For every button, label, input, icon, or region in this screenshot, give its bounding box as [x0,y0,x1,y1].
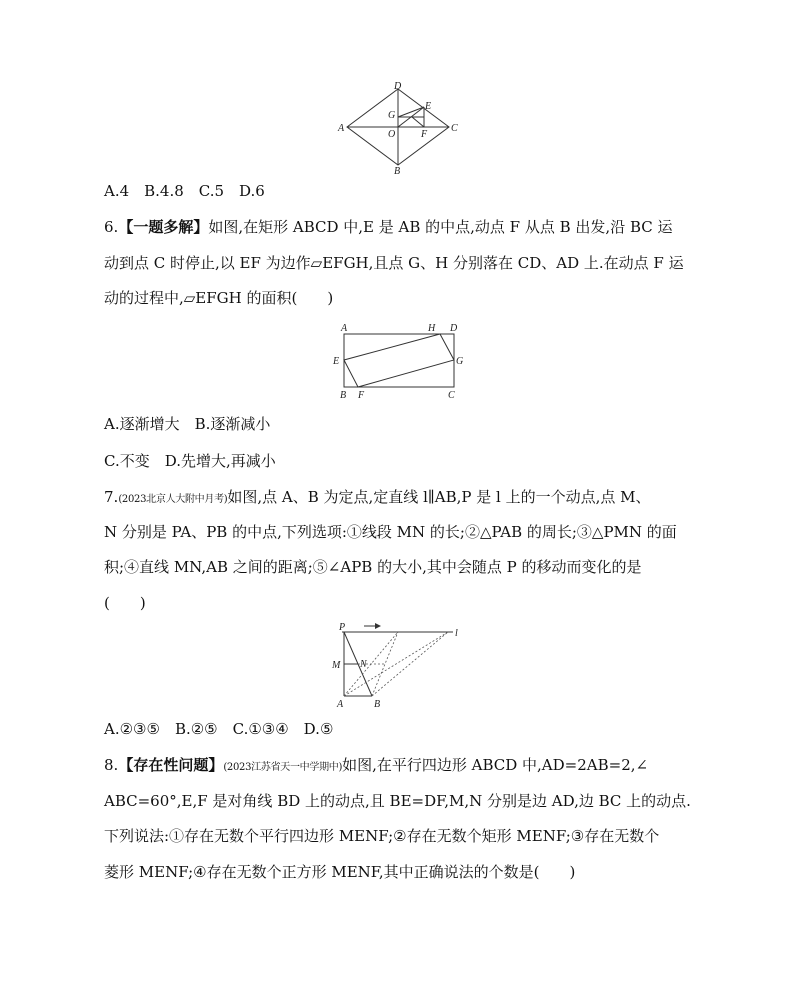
label-G: G [388,110,396,121]
q8-line2: ABC=60°,E,F 是对角线 BD 上的动点,且 BE=DF,M,N 分别是边 AD,边 BC 上的动点. [104,792,691,810]
q5-options: A.4 B.4.8 C.5 D.6 [104,182,265,200]
q7-line2: N 分别是 PA、PB 的中点,下列选项:①线段 MN 的长;②△PAB 的周长;③△PMN 的面 [104,523,677,541]
q6-line1 [104,217,673,237]
q6-line2: 动到点 C 时停止,以 EF 为边作▱EFGH,且点 G、H 分别落在 CD、AD 上.在动点 F 运 [104,254,684,272]
q6-number: 6. [104,218,119,236]
label-H: H [428,323,436,334]
label-A: A [341,323,348,334]
q8-line3: 下列说法:①存在无数个平行四边形 MENF;②存在无数个矩形 MENF;③存在无数个 [104,827,660,845]
label-E: E [333,356,340,367]
label-A: A [338,123,345,134]
label-N: N [360,659,367,670]
label-D: D [450,323,458,334]
label-A: A [337,699,344,710]
q6-text1: 如图,在矩形 ABCD 中,E 是 AB 的中点,动点 F 从点 B 出发,沿 BC 运 [208,218,673,236]
q8-text1: 如图,在平行四边形 ABCD 中,AD=2AB=2,∠ [342,756,649,774]
label-P: P [339,622,346,633]
label-B: B [340,390,347,401]
label-B: B [394,166,401,176]
q6-options-2: C.不变 D.先增大,再减小 [104,452,276,470]
rhombus-figure [335,80,465,176]
label-E: E [425,101,432,112]
label-G: G [456,356,464,367]
q7-source: (2023北京人大附中月考) [118,494,228,505]
q7-options: A.②③⑤ B.②⑤ C.①③④ D.⑤ [104,720,334,738]
q8-line4: 菱形 MENF;④存在无数个正方形 MENF,其中正确说法的个数是( ) [104,863,576,881]
q6-line3: 动的过程中,▱EFGH 的面积( ) [104,289,334,307]
rectangle-figure [330,320,470,402]
label-C: C [451,123,458,134]
label-B: B [374,699,381,710]
q7-text1: 如图,点 A、B 为定点,定直线 l∥AB,P 是 l 上的一个动点,点 M、 [227,488,651,506]
q7-line1 [104,487,651,510]
q7-number: 7. [104,488,119,506]
q6-options-1: A.逐渐增大 B.逐渐减小 [104,415,271,433]
label-D: D [394,81,402,92]
q7-line4: ( ) [104,594,146,612]
label-F: F [358,390,365,401]
label-F: F [421,129,428,140]
q8-line1 [104,755,648,778]
label-M: M [332,660,341,671]
q8-tag: 【存在性问题】 [118,756,224,774]
label-C: C [448,390,455,401]
q8-number: 8. [104,756,119,774]
q7-line3: 积;④直线 MN,AB 之间的距离;⑤∠APB 的大小,其中会随点 P 的移动而变化的是 [104,558,642,576]
label-O: O [388,129,396,140]
q8-source: (2023江苏省天一中学期中) [223,762,343,773]
label-l: l [455,628,458,639]
moving-point-figure [328,620,468,710]
q6-tag: 【一题多解】 [118,218,209,236]
